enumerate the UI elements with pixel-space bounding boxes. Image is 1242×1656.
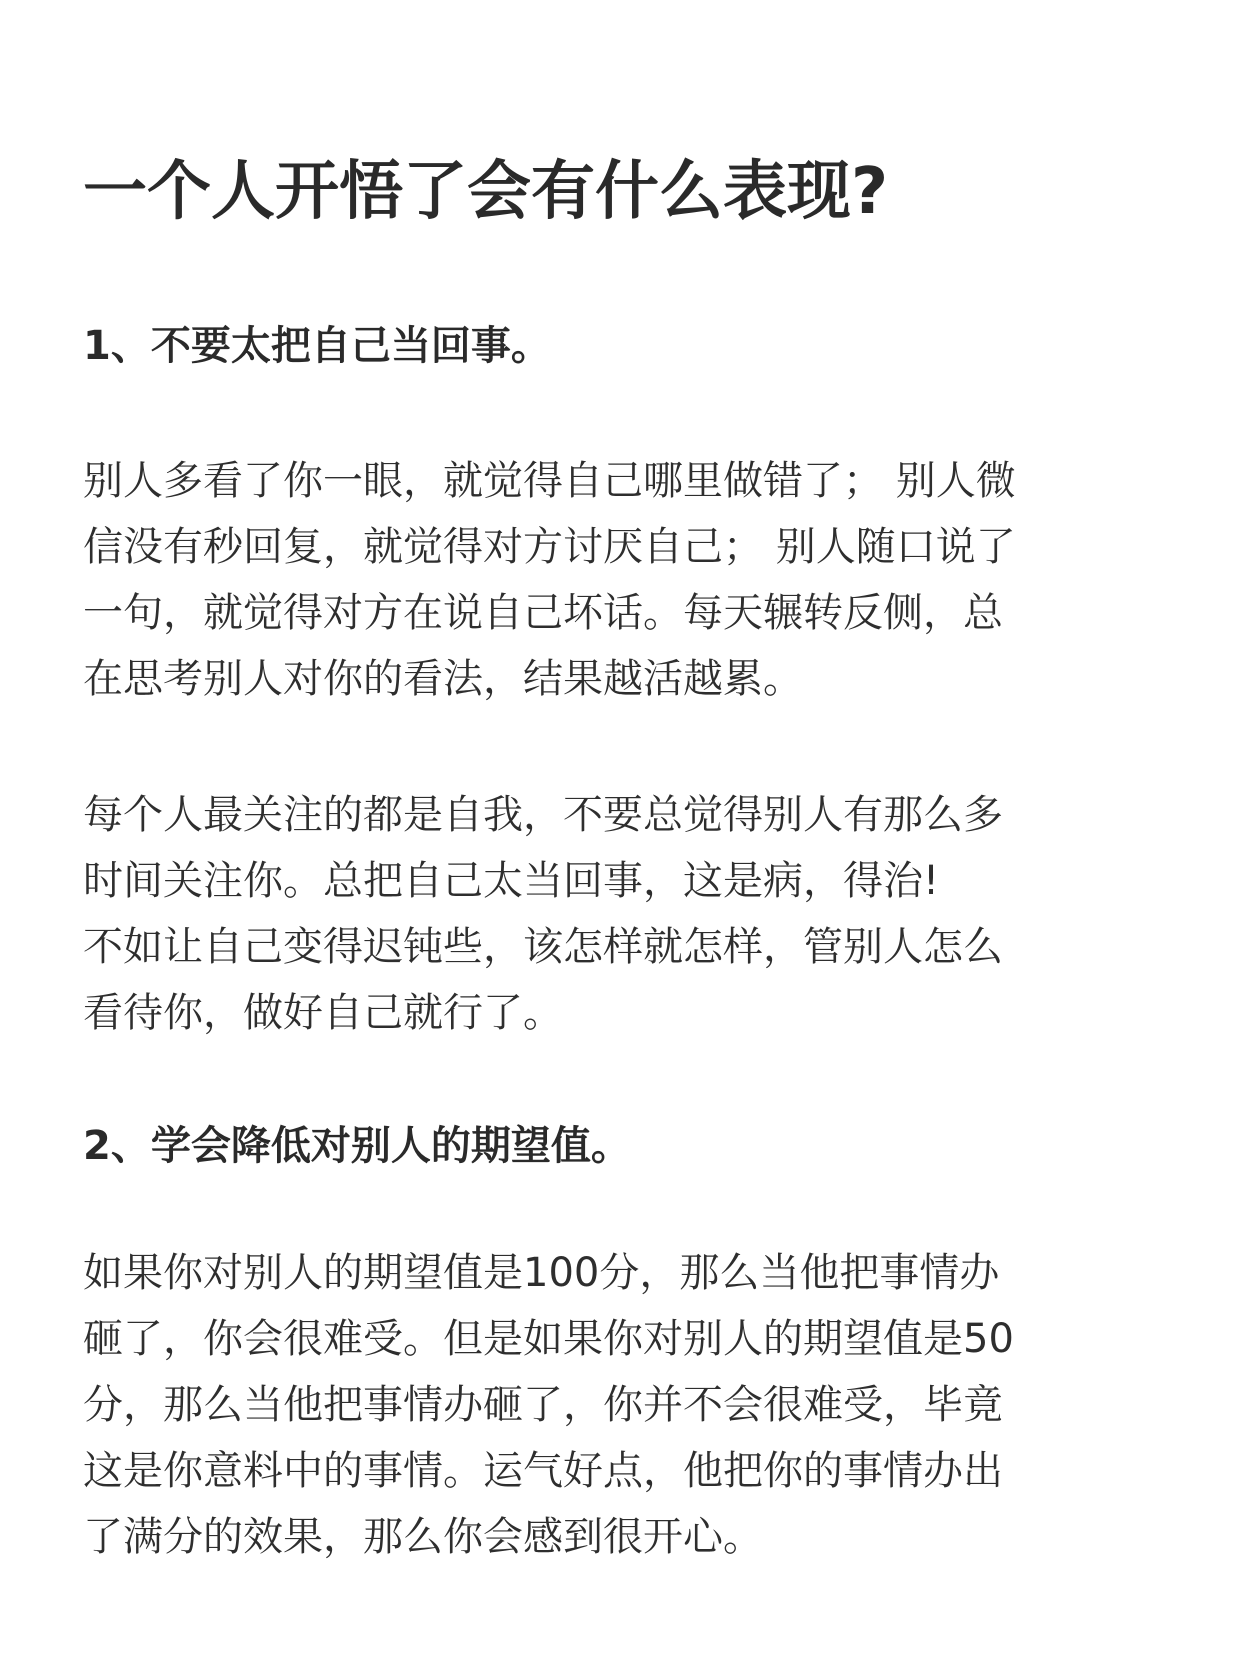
paragraph-line: 时间关注你。总把自己太当回事，这是病，得治! xyxy=(83,858,940,904)
paragraph-line: 分，那么当他把事情办砸了，你并不会很难受，毕竟 xyxy=(83,1382,1003,1428)
paragraph-line: 砸了，你会很难受。但是如果你对别人的期望值是50 xyxy=(83,1316,1014,1362)
paragraph-line: 不如让自己变得迟钝些，该怎样就怎样，管别人怎么 xyxy=(83,924,1003,970)
paragraph-line: 了满分的效果，那么你会感到很开心。 xyxy=(83,1514,763,1560)
paragraph-line: 看待你，做好自己就行了。 xyxy=(83,990,563,1036)
paragraph-line: 在思考别人对你的看法，结果越活越累。 xyxy=(83,656,803,702)
paragraph-line: 这是你意料中的事情。运气好点，他把你的事情办出 xyxy=(83,1448,1003,1494)
paragraph-line: 一句，就觉得对方在说自己坏话。每天辗转反侧，总 xyxy=(83,590,1003,636)
paragraph-1 xyxy=(83,448,1173,712)
section-heading-2: 2、学会降低对别人的期望值。 xyxy=(83,1123,631,1169)
paragraph-line: 每个人最关注的都是自我，不要总觉得别人有那么多 xyxy=(83,792,1003,838)
paragraph-line: 如果你对别人的期望值是100分，那么当他把事情办 xyxy=(83,1250,1000,1296)
paragraph-3 xyxy=(83,1240,1173,1570)
paragraph-2 xyxy=(83,782,1173,1046)
paragraph-line: 信没有秒回复，就觉得对方讨厌自己； 别人随口说了 xyxy=(83,524,1016,570)
paragraph-line: 别人多看了你一眼，就觉得自己哪里做错了； 别人微 xyxy=(83,458,1016,504)
page-title: 一个人开悟了会有什么表现? xyxy=(83,155,889,229)
section-heading-1: 1、不要太把自己当回事。 xyxy=(83,323,551,369)
